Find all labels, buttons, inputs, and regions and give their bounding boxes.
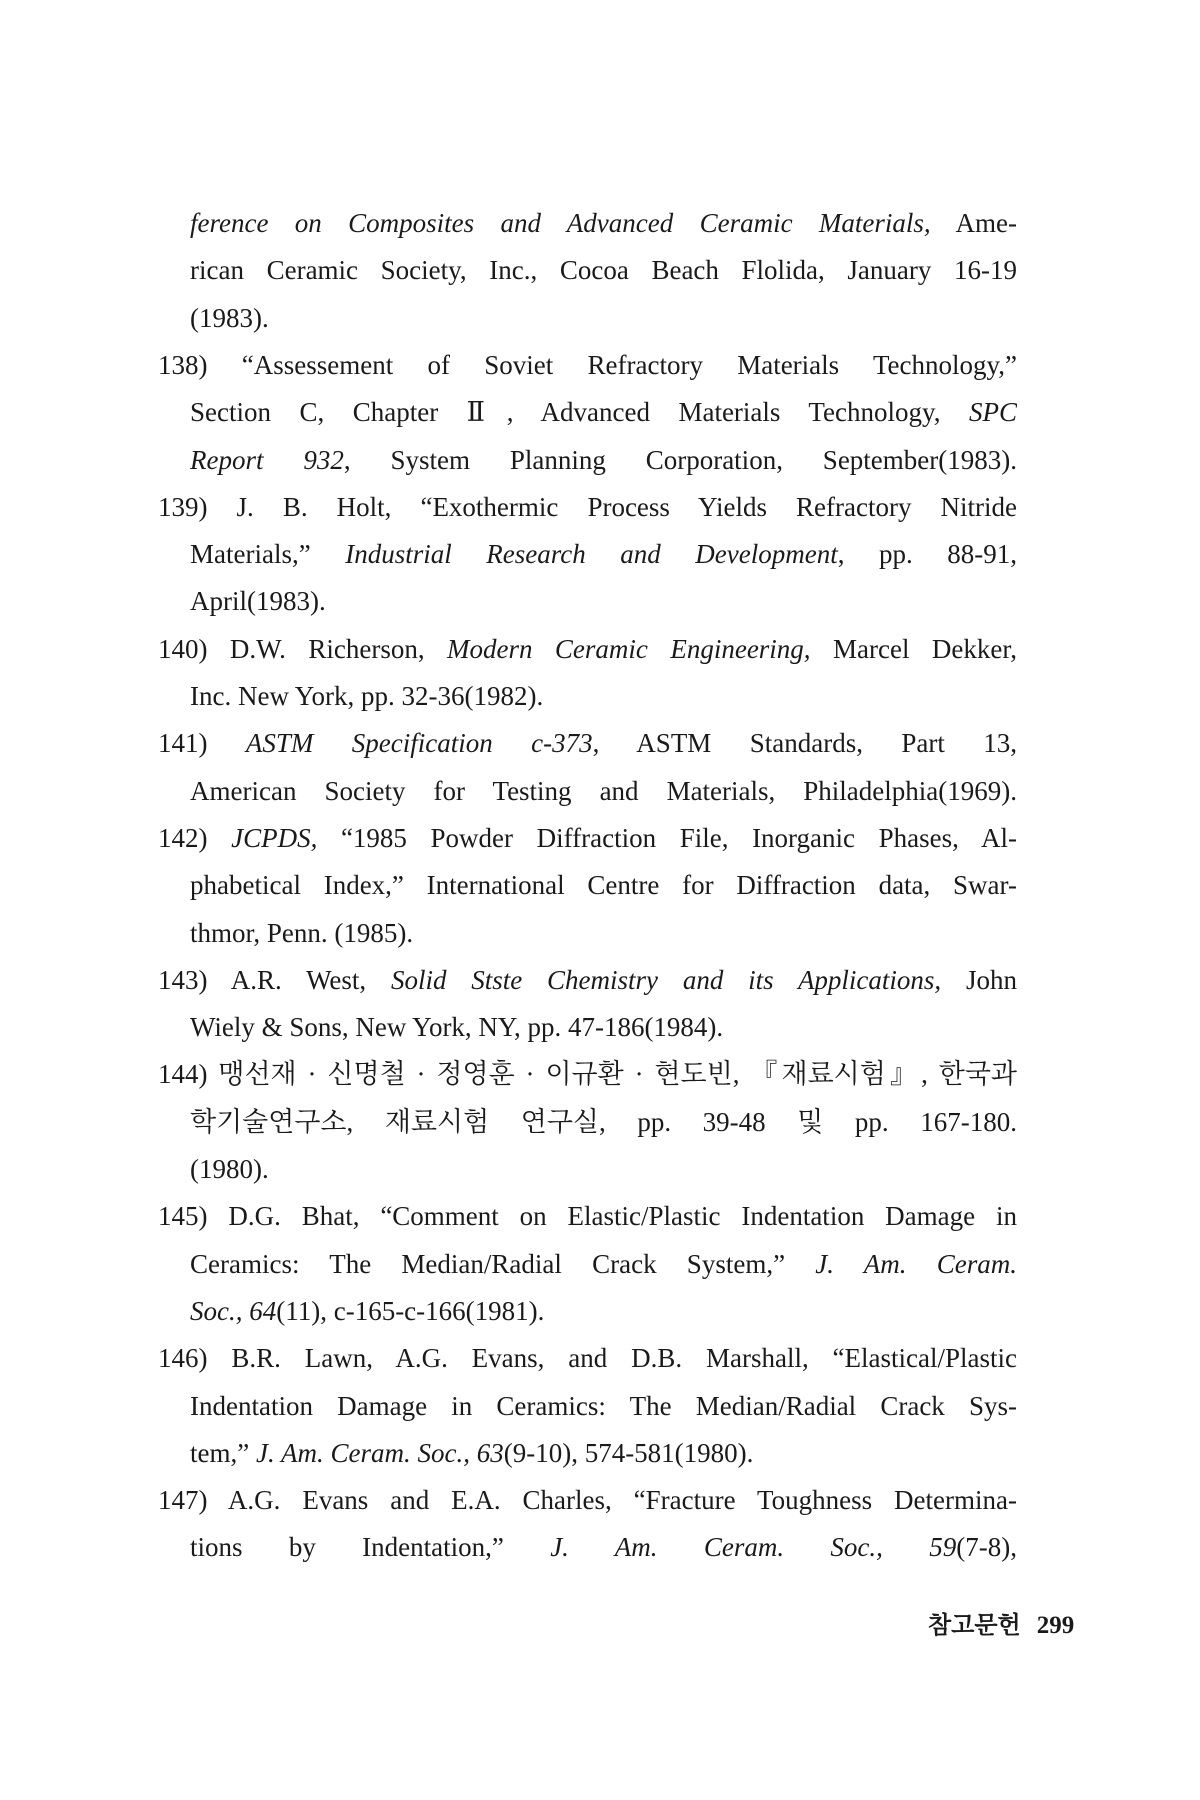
text-segment: 학기술연구소, 재료시험 연구실, pp. 39-48 및 pp. 167-180.	[190, 1106, 1017, 1137]
reference-text-line	[190, 869, 1017, 901]
text-segment: Ceramics: The Median/Radial Crack System,”	[190, 1248, 816, 1279]
text-segment: Materials,”	[190, 539, 346, 570]
text-segment: Inc. New York, pp. 32-36(1982).	[190, 681, 544, 711]
text-segment: 140) D.W. Richerson,	[158, 633, 448, 664]
italic-title-text: J. Am. Ceram. Soc., 63	[255, 1437, 504, 1468]
reference-text-line	[190, 1295, 1017, 1327]
reference-text-line	[190, 1011, 1017, 1043]
reference-text-line	[190, 1390, 1017, 1422]
text-segment: 143) A.R. West,	[158, 964, 391, 995]
reference-entry-start-line	[158, 1342, 1017, 1374]
reference-entry-start-line	[158, 349, 1017, 381]
italic-title-text: SPC	[968, 397, 1017, 428]
reference-entry-start-line	[158, 1058, 1017, 1090]
reference-text-line	[190, 680, 1017, 712]
reference-text-line	[190, 1531, 1017, 1563]
text-segment: (7-8),	[956, 1532, 1017, 1563]
reference-text-line	[190, 254, 1017, 286]
reference-text-line	[190, 207, 1017, 239]
text-segment: tem,”	[190, 1437, 256, 1468]
text-segment: 147) A.G. Evans and E.A. Charles, “Fracture Toughness Determina-	[158, 1485, 1017, 1516]
italic-title-text: ference on Composites and Advanced Ceramic Materials,	[190, 208, 931, 238]
reference-text-line	[190, 1437, 1017, 1469]
text-segment: thmor, Penn. (1985).	[190, 917, 414, 948]
text-segment: 144) 맹선재 · 신명철 · 정영훈 · 이규환 · 현도빈, 『재료시험』, 한국과	[158, 1059, 1017, 1090]
text-segment: 141)	[158, 728, 246, 759]
text-segment: April(1983).	[190, 586, 326, 617]
text-segment: rican Ceramic Society, Inc., Cocoa Beach Flolida, January 16-19	[190, 255, 1017, 286]
text-segment: “1985 Powder Diffraction File, Inorganic Phases, Al-	[317, 822, 1017, 853]
reference-text-line	[190, 302, 1017, 334]
text-segment: 138) “Assessement of Soviet Refractory Materials Technology,”	[158, 349, 1017, 380]
reference-entry-start-line	[158, 633, 1017, 665]
reference-entry-start-line	[158, 822, 1017, 854]
reference-entry-start-line	[158, 1200, 1017, 1232]
text-segment: Marcel Dekker,	[810, 633, 1017, 664]
reference-entry-start-line	[158, 964, 1017, 996]
text-segment: John	[941, 964, 1017, 995]
text-segment: Section C, Chapter Ⅱ, Advanced Materials Technology,	[190, 397, 969, 428]
text-segment: (11), c-165-c-166(1981).	[276, 1295, 545, 1326]
italic-title-text: Solid Stste Chemistry and its Applications,	[390, 964, 942, 995]
reference-text-line	[190, 775, 1017, 807]
italic-title-text: ASTM Specification c-373	[245, 728, 593, 759]
italic-title-text: J. Am. Ceram. Soc., 59	[550, 1532, 957, 1563]
text-segment: 142)	[158, 822, 232, 853]
reference-text-line	[190, 396, 1017, 428]
text-segment: 145) D.G. Bhat, “Comment on Elastic/Plastic Indentation Damage in	[158, 1201, 1017, 1232]
reference-text-line	[190, 1153, 1017, 1185]
text-segment: 146) B.R. Lawn, A.G. Evans, and D.B. Marshall, “Elastical/Plastic	[158, 1343, 1017, 1374]
reference-text-line	[190, 444, 1017, 476]
text-segment: Indentation Damage in Ceramics: The Median/Radial Crack Sys-	[190, 1390, 1017, 1421]
text-segment: Wiely & Sons, New York, NY, pp. 47-186(1984).	[190, 1012, 724, 1043]
italic-title-text: Industrial Research and Development	[345, 539, 838, 570]
italic-title-text: Soc., 64	[190, 1295, 277, 1326]
text-segment: (1983).	[190, 302, 269, 333]
reference-text-line	[190, 585, 1017, 617]
italic-title-text: Report 932	[190, 444, 344, 475]
text-segment: Ame-	[930, 208, 1017, 238]
reference-entry-start-line	[158, 727, 1017, 759]
text-segment: (1980).	[190, 1154, 269, 1184]
text-segment: 139) J. B. Holt, “Exothermic Process Yields Refractory Nitride	[158, 491, 1017, 522]
page-number: 299	[1036, 1612, 1075, 1639]
text-segment: American Society for Testing and Materials, Philadelphia(1969).	[190, 775, 1017, 806]
italic-title-text: JCPDS,	[231, 822, 318, 853]
text-segment: tions by Indentation,”	[190, 1532, 551, 1563]
italic-title-text: Modern Ceramic Engineering,	[447, 633, 811, 664]
reference-text-line	[190, 1248, 1017, 1280]
page-footer	[928, 1605, 1074, 1640]
reference-entry-start-line	[158, 1484, 1017, 1516]
text-segment: , ASTM Standards, Part 13,	[592, 728, 1017, 759]
text-segment: , pp. 88-91,	[837, 539, 1017, 570]
text-segment: phabetical Index,” International Centre for Diffraction data, Swar-	[190, 870, 1017, 901]
reference-entry-start-line	[158, 491, 1017, 523]
italic-title-text: J. Am. Ceram.	[815, 1248, 1017, 1279]
reference-text-line	[190, 538, 1017, 570]
footer-section-title: 참고문헌	[928, 1611, 1021, 1639]
text-segment: , System Planning Corporation, September(1983).	[343, 444, 1017, 475]
reference-text-line	[190, 1106, 1017, 1138]
reference-text-line	[190, 917, 1017, 949]
text-segment: (9-10), 574-581(1980).	[503, 1437, 754, 1468]
